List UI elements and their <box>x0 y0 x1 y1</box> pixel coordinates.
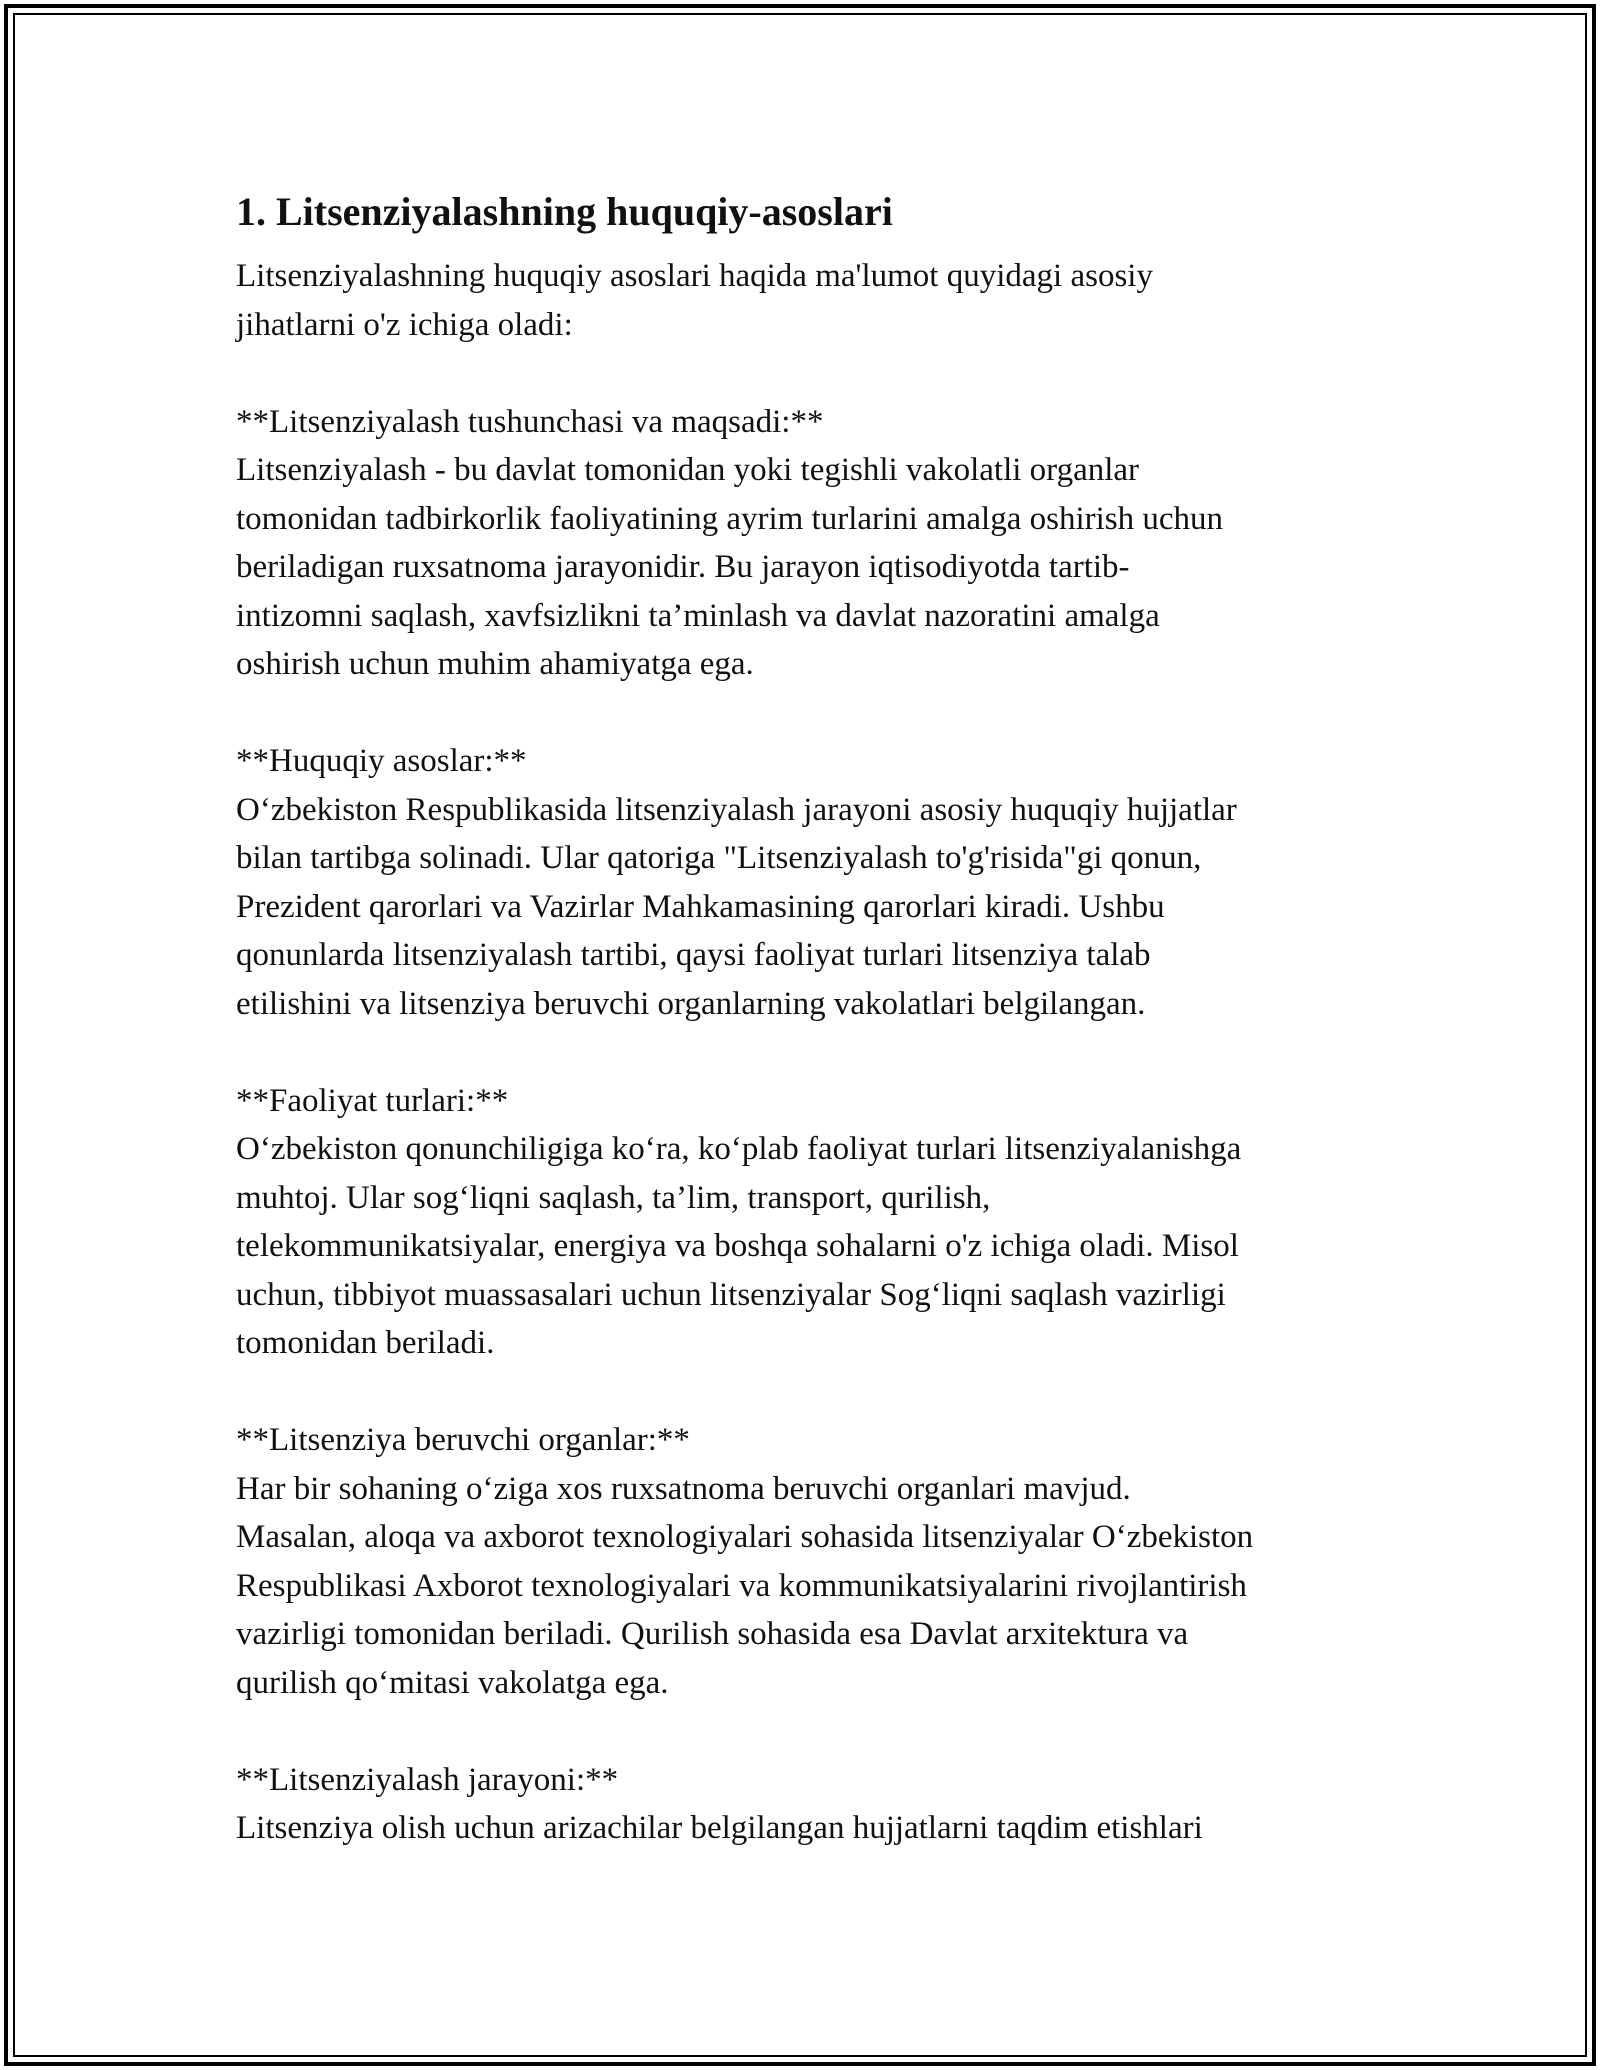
section-heading: **Huquqiy asoslar:** <box>236 743 527 779</box>
section-line: uchun, tibbiyot muassasalari uchun litsenziyalar Sog‘liqni saqlash vazirligi <box>236 1276 1226 1313</box>
section-line: Prezident qarorlari va Vazirlar Mahkamasining qarorlari kiradi. Ushbu <box>236 888 1165 925</box>
section-heading: **Litsenziya beruvchi organlar:** <box>236 1422 690 1458</box>
section-line: O‘zbekiston qonunchiligiga ko‘ra, ko‘plab faoliyat turlari litsenziyalanishga <box>236 1131 1242 1167</box>
section-heading: **Litsenziyalash jarayoni:** <box>236 1761 619 1798</box>
section-line: bilan tartibga solinadi. Ular qatoriga "Litsenziyalash to'g'risida"gi qonun, <box>236 840 1202 876</box>
section-line: etilishini va litsenziya beruvchi organlarning vakolatlari belgilangan. <box>236 985 1146 1022</box>
section-line: O‘zbekiston Respublikasida litsenziyalash jarayoni asosiy huquqiy hujjatlar <box>236 791 1237 828</box>
section-line: Litsenziyalash - bu davlat tomonidan yoki tegishli vakolatli organlar <box>236 452 1140 488</box>
intro-line: Litsenziyalashning huquqiy asoslari haqida ma'lumot quyidagi asosiy <box>236 258 1153 294</box>
section-line: Litsenziya olish uchun arizachilar belgilangan hujjatlarni taqdim etishlari <box>236 1810 1203 1846</box>
section-line: qonunlarda litsenziyalash tartibi, qaysi faoliyat turlari litsenziya talab <box>236 937 1151 973</box>
document-body <box>236 186 1366 1853</box>
section-line: oshirish uchun muhim ahamiyatga ega. <box>236 646 754 682</box>
section-line: muhtoj. Ular sog‘liqni saqlash, ta’lim, transport, qurilish, <box>236 1179 991 1216</box>
intro-paragraph <box>236 252 1366 349</box>
section-licensing-process <box>236 1756 1366 1853</box>
section-line: Har bir sohaning o‘ziga xos ruxsatnoma beruvchi organlari mavjud. <box>236 1470 1131 1507</box>
section-line: intizomni saqlash, xavfsizlikni ta’minlash va davlat nazoratini amalga <box>236 597 1160 634</box>
section-line: telekommunikatsiyalar, energiya va boshqa sohalarni o'z ichiga oladi. Misol <box>236 1228 1239 1264</box>
document-title: 1. Litsenziyalashning huquqiy-asoslari <box>236 189 893 234</box>
section-licensing-bodies <box>236 1416 1366 1707</box>
section-line: tomonidan beriladi. <box>236 1325 495 1361</box>
section-line: vazirligi tomonidan beriladi. Qurilish sohasida esa Davlat arxitektura va <box>236 1616 1189 1652</box>
section-line: Masalan, aloqa va axborot texnologiyalari sohasida litsenziyalar O‘zbekiston <box>236 1519 1254 1555</box>
section-heading: **Faoliyat turlari:** <box>236 1082 509 1119</box>
section-concept <box>236 398 1366 689</box>
section-line: Respublikasi Axborot texnologiyalari va kommunikatsiyalarini rivojlantirish <box>236 1567 1247 1604</box>
section-activity-types <box>236 1077 1366 1368</box>
section-line: beriladigan ruxsatnoma jarayonidir. Bu jarayon iqtisodiyotda tartib- <box>236 549 1130 585</box>
intro-line: jihatlarni o'z ichiga oladi: <box>236 306 573 343</box>
section-legal-basis <box>236 737 1366 1028</box>
section-heading: **Litsenziyalash tushunchasi va maqsadi:** <box>236 403 824 440</box>
section-line: qurilish qo‘mitasi vakolatga ega. <box>236 1664 669 1701</box>
section-line: tomonidan tadbirkorlik faoliyatining ayrim turlarini amalga oshirish uchun <box>236 500 1224 537</box>
